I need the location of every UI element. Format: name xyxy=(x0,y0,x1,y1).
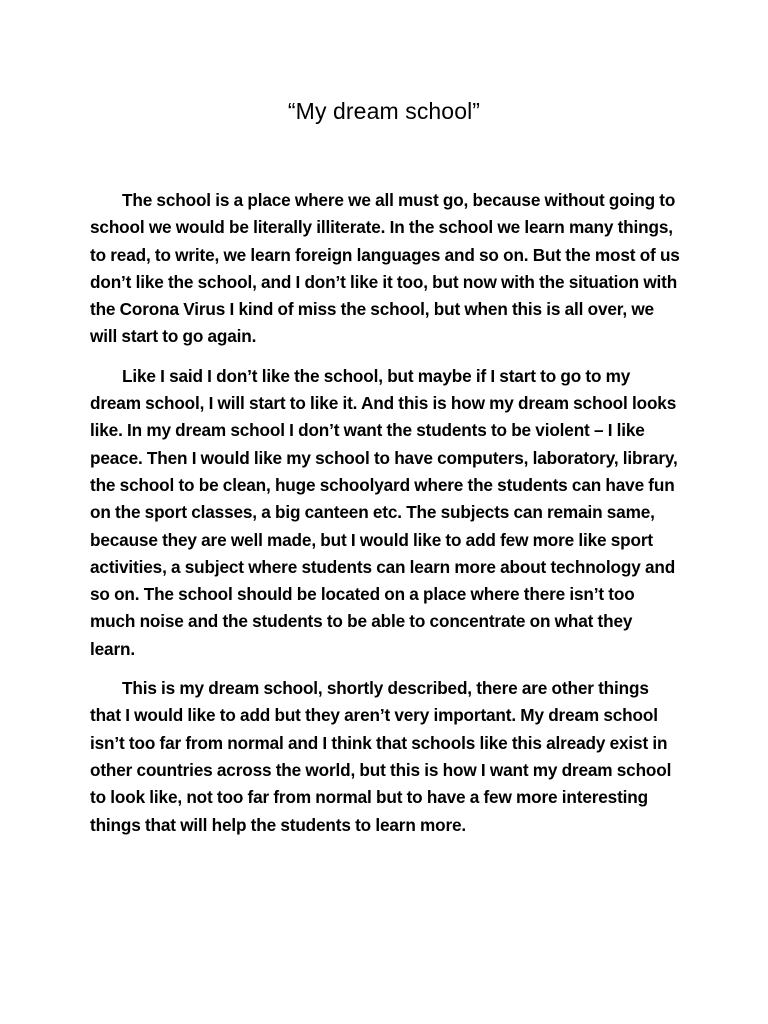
paragraph-3: This is my dream school, shortly described, there are other things that I would like to add but they aren’t very important. My dream school isn’t too far from normal and I think that schools like this already exist in other countries across the world, but this is how I want my dream school to look like, not too far from normal but to have a few more interesting things that will help the students to learn more. xyxy=(90,678,672,835)
paragraph-1: The school is a place where we all must go, because without going to school we would be literally illiterate. In the school we learn many things, to read, to write, we learn foreign languages and so on. But the most of us don’t like the school, and I don’t like it too, but now with the situation with the Corona Virus I kind of miss the school, but when this is all over, we will start to go again. xyxy=(90,190,680,347)
paragraph-2: Like I said I don’t like the school, but maybe if I start to go to my dream school, I will start to like it. And this is how my dream school looks like. In my dream school I don’t want the students to be violent – I like peace. Then I would like my school to have computers, laboratory, library, the school to be clean, huge schoolyard where the students can have fun on the sport classes, a big canteen etc. The subjects can remain same, because they are well made, but I would like to add few more like sport activities, a subject where students can learn more about technology and so on. The school should be located on a place where there isn’t too much noise and the students to be able to concentrate on what they learn. xyxy=(90,365,678,659)
document-title: “My dream school” xyxy=(287,98,481,124)
document-body xyxy=(90,187,680,851)
